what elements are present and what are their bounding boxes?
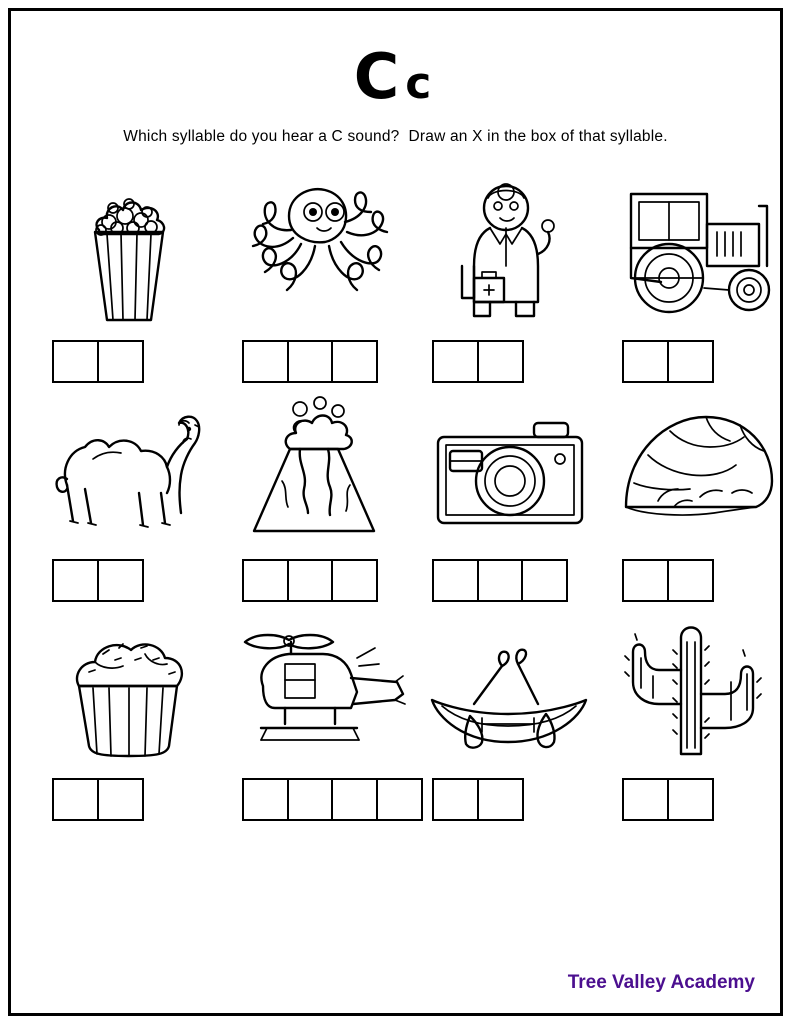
popcorn-icon — [34, 164, 224, 330]
answer-boxes — [622, 340, 714, 383]
answer-boxes — [52, 559, 144, 602]
answer-boxes — [52, 778, 144, 821]
syllable-box[interactable] — [52, 559, 99, 602]
item-tractor — [604, 164, 791, 383]
answer-boxes — [432, 340, 524, 383]
syllable-box[interactable] — [432, 340, 479, 383]
taco-icon — [604, 383, 791, 549]
answer-boxes — [622, 559, 714, 602]
syllable-box[interactable] — [477, 778, 524, 821]
syllable-box[interactable] — [287, 778, 334, 821]
camel-icon — [34, 383, 224, 549]
syllable-box[interactable] — [622, 559, 669, 602]
syllable-box[interactable] — [521, 559, 568, 602]
syllable-box[interactable] — [331, 340, 378, 383]
syllable-box[interactable] — [287, 559, 334, 602]
syllable-box[interactable] — [242, 778, 289, 821]
item-popcorn — [34, 164, 224, 383]
item-camera — [414, 383, 604, 602]
syllable-box[interactable] — [242, 340, 289, 383]
item-doctor — [414, 164, 604, 383]
item-canoe — [414, 602, 604, 821]
answer-boxes — [432, 559, 568, 602]
worksheet-content — [8, 8, 783, 1016]
answer-boxes — [52, 340, 144, 383]
syllable-box[interactable] — [432, 559, 479, 602]
item-cupcake — [34, 602, 224, 821]
title-uppercase-letter: C — [353, 40, 406, 113]
syllable-box[interactable] — [477, 340, 524, 383]
syllable-box[interactable] — [52, 340, 99, 383]
volcano-icon — [224, 383, 414, 549]
item-taco — [604, 383, 791, 602]
syllable-box[interactable] — [331, 778, 378, 821]
syllable-box[interactable] — [667, 340, 714, 383]
helicopter-icon — [224, 602, 414, 768]
syllable-box[interactable] — [667, 778, 714, 821]
syllable-box[interactable] — [242, 559, 289, 602]
item-octopus — [224, 164, 414, 383]
camera-icon — [414, 383, 604, 549]
syllable-box[interactable] — [622, 778, 669, 821]
title-lowercase-letter: c — [405, 58, 438, 109]
worksheet-row — [8, 164, 783, 383]
item-volcano — [224, 383, 414, 602]
syllable-box[interactable] — [331, 559, 378, 602]
item-helicopter — [224, 602, 414, 821]
picture-grid — [8, 164, 783, 821]
canoe-icon — [414, 602, 604, 768]
syllable-box[interactable] — [667, 559, 714, 602]
instructions-directive: Draw an X in the box of that syllable. — [408, 128, 668, 145]
syllable-box[interactable] — [622, 340, 669, 383]
item-camel — [34, 383, 224, 602]
answer-boxes — [432, 778, 524, 821]
instructions-question: Which syllable do you hear a C sound? — [123, 128, 400, 145]
syllable-box[interactable] — [287, 340, 334, 383]
answer-boxes — [242, 778, 423, 821]
syllable-box[interactable] — [52, 778, 99, 821]
brand-footer: Tree Valley Academy — [567, 972, 755, 993]
syllable-box[interactable] — [432, 778, 479, 821]
cupcake-icon — [34, 602, 224, 768]
syllable-box[interactable] — [97, 559, 144, 602]
item-cactus — [604, 602, 791, 821]
page-title — [8, 40, 783, 113]
syllable-box[interactable] — [97, 340, 144, 383]
cactus-icon — [604, 602, 791, 768]
doctor-icon — [414, 164, 604, 330]
instructions — [8, 128, 783, 146]
worksheet-row — [8, 602, 783, 821]
answer-boxes — [622, 778, 714, 821]
octopus-icon — [224, 164, 414, 330]
answer-boxes — [242, 559, 378, 602]
syllable-box[interactable] — [477, 559, 524, 602]
syllable-box[interactable] — [97, 778, 144, 821]
tractor-icon — [604, 164, 791, 330]
answer-boxes — [242, 340, 378, 383]
worksheet-row — [8, 383, 783, 602]
